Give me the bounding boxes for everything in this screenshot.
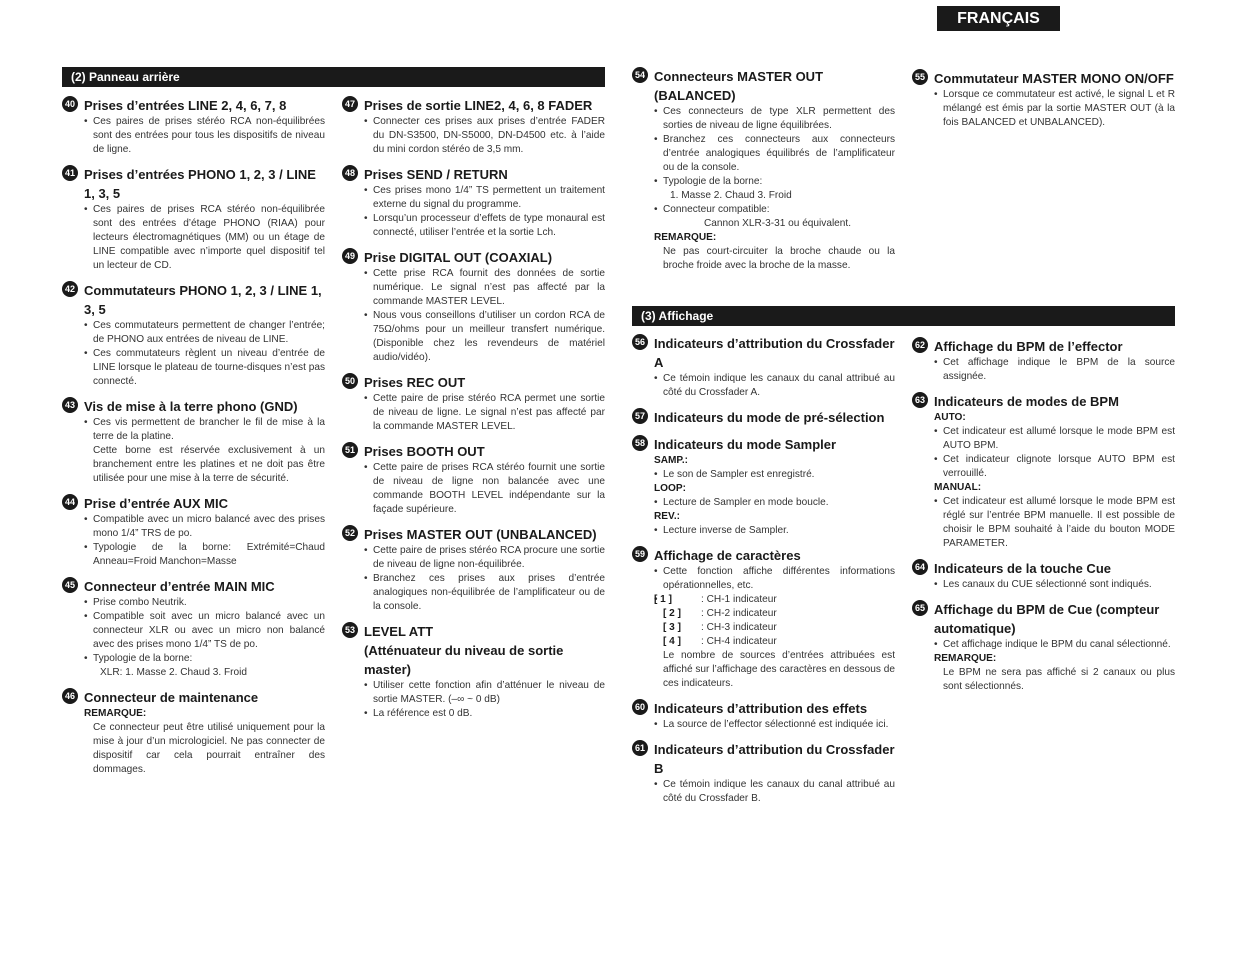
- channel-code: [ 4 ]: [663, 636, 681, 647]
- channel-desc: : CH-1 indicateur: [701, 594, 777, 605]
- item-43: [62, 397, 325, 486]
- item-number: 64: [912, 559, 928, 575]
- bullet: • Ces paires de prises RCA stéréo non-équilibrée sont des entrées d’étage PHONO (RIAA) pour lecteurs électromagnétiques (MM) ou un étage de LINE compatible avec n’importe quel dispositif tel un lecteur de CD.: [84, 203, 325, 273]
- item-number: 53: [342, 622, 358, 638]
- item-number: 60: [632, 699, 648, 715]
- bullet: • Cet affichage indique le BPM du canal sélectionné.: [934, 638, 1175, 652]
- bullet: • Lorsque ce commutateur est activé, le signal L et R mélangé est émis par la sortie MASTER OUT (à la fois BALANCED et UNBALANCED).: [934, 88, 1175, 130]
- column-3-bottom: [632, 334, 895, 814]
- item-63: [912, 392, 1175, 551]
- paragraph: Cannon XLR-3-31 ou équivalent.: [704, 218, 852, 229]
- language-tab: FRANÇAIS: [937, 6, 1060, 31]
- bullet: • La référence est 0 dB.: [364, 707, 605, 721]
- item-number: 48: [342, 165, 358, 181]
- item-title: Commutateur MASTER MONO ON/OFF: [934, 71, 1174, 86]
- item-45: [62, 577, 325, 680]
- bullet: • La source de l’effector sélectionné est indiquée ici.: [654, 718, 895, 732]
- item-number: 52: [342, 525, 358, 541]
- mode-label: AUTO:: [934, 412, 966, 423]
- item-title: Affichage du BPM de Cue (compteur automatique): [934, 602, 1160, 636]
- bullet: • Connecteur compatible:: [654, 203, 895, 217]
- item-60: [632, 699, 895, 732]
- bullet: • Compatible avec un micro balancé avec des prises mono 1/4” TRS de po.: [84, 513, 325, 541]
- item-50: [342, 373, 605, 434]
- item-44: [62, 494, 325, 569]
- bullet: • Cette fonction affiche différentes informations opérationnelles, etc.: [654, 565, 895, 593]
- item-title: Prises MASTER OUT (UNBALANCED): [364, 527, 597, 542]
- bullet: • Le son de Sampler est enregistré.: [654, 468, 895, 482]
- item-number: 56: [632, 334, 648, 350]
- paragraph: Ne pas court-circuiter la broche chaude ou la broche froide avec la broche de la masse.: [663, 246, 895, 271]
- mode-label: LOOP:: [654, 483, 686, 494]
- bullet: • Ces commutateurs permettent de changer l’entrée; de PHONO aux entrées de niveau de LINE.: [84, 319, 325, 347]
- item-48: [342, 165, 605, 240]
- item-number: 62: [912, 337, 928, 353]
- item-title: Indicateurs de la touche Cue: [934, 561, 1111, 576]
- channel-code: [ 2 ]: [663, 608, 681, 619]
- item-49: [342, 248, 605, 365]
- column-4-bottom: [912, 337, 1175, 702]
- item-title: Prises BOOTH OUT: [364, 444, 485, 459]
- item-number: 65: [912, 600, 928, 616]
- bullet: • Ces prises mono 1/4” TS permettent un traitement externe du signal du programme.: [364, 184, 605, 212]
- item-title: Commutateurs PHONO 1, 2, 3 / LINE 1, 3, 5: [84, 283, 322, 317]
- bullet: • Nous vous conseillons d’utiliser un cordon RCA de 75Ω/ohms pour un meilleur transfert numérique. (Disponible chez les revendeurs de matériel audio/vidéo).: [364, 309, 605, 365]
- item-number: 57: [632, 408, 648, 424]
- paragraph: XLR: 1. Masse 2. Chaud 3. Froid: [100, 667, 247, 678]
- note-label: REMARQUE:: [84, 708, 147, 719]
- bullet: • Cet indicateur est allumé lorsque le mode BPM est AUTO BPM.: [934, 425, 1175, 453]
- item-61: [632, 740, 895, 806]
- item-title: Connecteur d’entrée MAIN MIC: [84, 579, 275, 594]
- item-47: [342, 96, 605, 157]
- bullet: • Ces paires de prises stéréo RCA non-équilibrées sont des entrées pour tous les dispositifs de niveau de ligne.: [84, 115, 325, 157]
- item-number: 40: [62, 96, 78, 112]
- bullet: • Cet indicateur clignote lorsque AUTO BPM est verrouillé.: [934, 453, 1175, 481]
- item-title: Affichage du BPM de l’effector: [934, 339, 1123, 354]
- item-title: Prises d’entrées LINE 2, 4, 6, 7, 8: [84, 98, 287, 113]
- item-51: [342, 442, 605, 517]
- bullet: • Lecture de Sampler en mode boucle.: [654, 496, 895, 510]
- item-title: Indicateurs d’attribution des effets: [654, 701, 868, 716]
- item-title: Indicateurs du mode de pré-sélection: [654, 410, 885, 425]
- paragraph: 1. Masse 2. Chaud 3. Froid: [670, 190, 792, 201]
- item-title: Indicateurs d’attribution du Crossfader B: [654, 742, 895, 776]
- item-number: 59: [632, 546, 648, 562]
- item-title: Prises REC OUT: [364, 375, 466, 390]
- item-52: [342, 525, 605, 614]
- channel-indicator: [654, 593, 895, 607]
- channel-indicator: [654, 607, 895, 621]
- item-title: Prises d’entrées PHONO 1, 2, 3 / LINE 1, 3, 5: [84, 167, 316, 201]
- item-41: [62, 165, 325, 273]
- item-number: 42: [62, 281, 78, 297]
- item-title: Prise DIGITAL OUT (COAXIAL): [364, 250, 553, 265]
- channel-indicator: [654, 635, 895, 649]
- column-3-top: [632, 67, 895, 281]
- item-number: 61: [632, 740, 648, 756]
- item-number: 49: [342, 248, 358, 264]
- item-number: 45: [62, 577, 78, 593]
- bullet: • Typologie de la borne: Extrémité=Chaud Anneau=Froid Manchon=Masse: [84, 541, 325, 569]
- item-title: Connecteurs MASTER OUT (BALANCED): [654, 69, 824, 103]
- item-56: [632, 334, 895, 400]
- item-62: [912, 337, 1175, 384]
- item-46: [62, 688, 325, 777]
- note-label: REMARQUE:: [934, 653, 997, 664]
- column-2: [342, 96, 605, 729]
- item-number: 41: [62, 165, 78, 181]
- bullet: • Typologie de la borne:: [84, 652, 325, 666]
- bullet: • Branchez ces prises aux prises d’entrée analogiques non-équilibrée de l’amplificateur ou de la console.: [364, 572, 605, 614]
- item-number: 43: [62, 397, 78, 413]
- bullet: • Prise combo Neutrik.: [84, 596, 325, 610]
- item-title: LEVEL ATT: [364, 624, 434, 639]
- bullet: • Cette paire de prises stéréo RCA procure une sortie de niveau de ligne non-équilibrée.: [364, 544, 605, 572]
- item-65: [912, 600, 1175, 694]
- item-number: 63: [912, 392, 928, 408]
- paragraph: Cette borne est réservée exclusivement à un branchement entre les platines et ne doit pas être utilisée pour une mise à la terre de sécurité.: [93, 445, 325, 484]
- paragraph: Le nombre de sources d’entrées attribuées est affiché sur l’affichage des caractères en dessous de ces indicateurs.: [663, 650, 895, 689]
- item-number: 47: [342, 96, 358, 112]
- section-header-rear-panel: (2) Panneau arrière: [62, 67, 605, 87]
- item-55: [912, 69, 1175, 130]
- column-1: [62, 96, 325, 785]
- paragraph: Ce connecteur peut être utilisé uniquement pour la mise à jour d’un micrologiciel. Ne pas connecter de dispositif car cela pourrait entraîner des dommages.: [93, 722, 325, 775]
- channel-code: [ 1 ]: [654, 594, 672, 605]
- item-title: Indicateurs d’attribution du Crossfader A: [654, 336, 895, 370]
- item-title: Indicateurs de modes de BPM: [934, 394, 1119, 409]
- item-title: Prises de sortie LINE2, 4, 6, 8 FADER: [364, 98, 593, 113]
- channel-code: [ 3 ]: [663, 622, 681, 633]
- bullet: • Ces vis permettent de brancher le fil de mise à la terre de la platine.: [84, 416, 325, 444]
- channel-desc: : CH-3 indicateur: [701, 622, 777, 633]
- channel-desc: : CH-4 indicateur: [701, 636, 777, 647]
- bullet: • Lecture inverse de Sampler.: [654, 524, 895, 538]
- bullet: • Ce témoin indique les canaux du canal attribué au côté du Crossfader B.: [654, 778, 895, 806]
- bullet: • Utiliser cette fonction afin d’atténuer le niveau de sortie MASTER. (–∞ ~ 0 dB): [364, 679, 605, 707]
- item-58: [632, 435, 895, 538]
- bullet: • Cette paire de prises RCA stéréo fournit une sortie de niveau de ligne non balancée avec une commande BOOTH LEVEL indépendante sur la façade supérieure.: [364, 461, 605, 517]
- item-54: [632, 67, 895, 273]
- mode-label: MANUAL:: [934, 482, 982, 493]
- item-number: 58: [632, 435, 648, 451]
- bullet: • Branchez ces connecteurs aux connecteurs d’entrée analogiques équilibrés de l’amplificateur ou de la console.: [654, 133, 895, 175]
- channel-indicator: [654, 621, 895, 635]
- column-4-top: [912, 69, 1175, 138]
- mode-label: SAMP.:: [654, 455, 689, 466]
- item-57: [632, 408, 895, 427]
- bullet: • Cette paire de prise stéréo RCA permet une sortie de niveau de ligne. Le signal n’est pas affecté par la commande MASTER LEVEL.: [364, 392, 605, 434]
- item-title: Indicateurs du mode Sampler: [654, 437, 837, 452]
- paragraph: Le BPM ne sera pas affiché si 2 canaux ou plus sont sélectionnés.: [943, 667, 1175, 692]
- item-title: Affichage de caractères: [654, 548, 801, 563]
- item-number: 44: [62, 494, 78, 510]
- bullet: • Ces commutateurs règlent un niveau d’entrée de LINE lorsque le plateau de tourne-disques n’est pas connecté.: [84, 347, 325, 389]
- item-64: [912, 559, 1175, 592]
- bullet: • Connecter ces prises aux prises d’entrée FADER du DN-S3500, DN-S5000, DN-D4500 etc. à l’aide du mini cordon stéréo de 3,5 mm.: [364, 115, 605, 157]
- bullet: • Les canaux du CUE sélectionné sont indiqués.: [934, 578, 1175, 592]
- item-42: [62, 281, 325, 389]
- bullet: • Ces connecteurs de type XLR permettent des sorties de niveau de ligne équilibrées.: [654, 105, 895, 133]
- item-number: 50: [342, 373, 358, 389]
- bullet: • Ce témoin indique les canaux du canal attribué au côté du Crossfader A.: [654, 372, 895, 400]
- bullet: • Cet affichage indique le BPM de la source assignée.: [934, 356, 1175, 384]
- bullet: • Cet indicateur est allumé lorsque le mode BPM est réglé sur l’entrée BPM manuelle. Il est possible de choisir le BPM souhaité à l’aide du bouton MODE PARAMETER.: [934, 495, 1175, 551]
- item-number: 54: [632, 67, 648, 83]
- note-label: REMARQUE:: [654, 232, 717, 243]
- bullet: • Cette prise RCA fournit des données de sortie numérique. Le signal n’est pas affecté par la commande MASTER LEVEL.: [364, 267, 605, 309]
- item-subtitle: (Atténuateur du niveau de sortie master): [364, 643, 564, 677]
- item-title: Vis de mise à la terre phono (GND): [84, 399, 298, 414]
- item-title: Connecteur de maintenance: [84, 690, 259, 705]
- mode-label: REV.:: [654, 511, 680, 522]
- item-number: 55: [912, 69, 928, 85]
- channel-desc: : CH-2 indicateur: [701, 608, 777, 619]
- bullet: • Typologie de la borne:: [654, 175, 895, 189]
- item-40: [62, 96, 325, 157]
- bullet: • Lorsqu’un processeur d’effets de type monaural est connecté, utiliser l’entrée et la sortie Lch.: [364, 212, 605, 240]
- section-header-display: (3) Affichage: [632, 306, 1175, 326]
- item-53: [342, 622, 605, 721]
- item-title: Prises SEND / RETURN: [364, 167, 508, 182]
- item-number: 51: [342, 442, 358, 458]
- bullet: • Compatible soit avec un micro balancé avec un connecteur XLR ou avec un micro non balancé avec des prises mono 1/4” TS de po.: [84, 610, 325, 652]
- item-title: Prise d’entrée AUX MIC: [84, 496, 229, 511]
- item-59: [632, 546, 895, 691]
- item-number: 46: [62, 688, 78, 704]
